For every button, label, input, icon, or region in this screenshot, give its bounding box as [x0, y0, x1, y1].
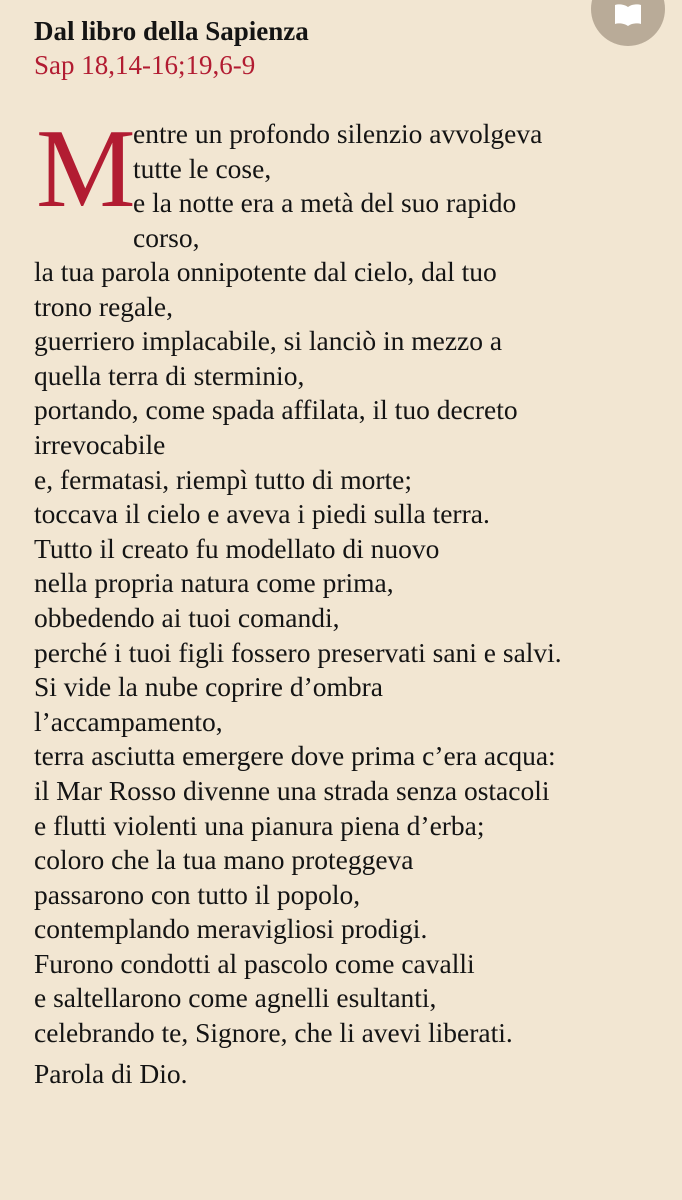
text-line: trono regale,: [34, 290, 173, 322]
text-line: guerriero implacabile, si lanciò in mezzo a: [34, 325, 503, 357]
drop-cap: M: [36, 107, 136, 231]
text-line: quella terra di sterminio,: [34, 359, 305, 391]
reading-page: [34, 14, 654, 1089]
text-line: terra asciutta emergere dove prima c’era acqua:: [34, 740, 556, 772]
reading-title: Dal libro della Sapienza: [34, 16, 309, 46]
text-line: il Mar Rosso divenne una strada senza ostacoli: [34, 774, 550, 806]
text-line: celebrando te, Signore, che li avevi liberati.: [34, 1017, 513, 1049]
text-line: Tutto il creato fu modellato di nuovo: [34, 532, 440, 564]
text-line: l’accampamento,: [34, 705, 223, 737]
text-line: portando, come spada affilata, il tuo decreto: [34, 394, 518, 426]
dropcap-lines: [133, 117, 653, 255]
body-lines: [34, 255, 654, 1051]
dropcap-block: [34, 107, 654, 255]
text-line: nella propria natura come prima,: [34, 567, 394, 599]
text-line: e, fermatasi, riempì tutto di morte;: [34, 463, 413, 495]
text-line: la tua parola onnipotente dal cielo, dal tuo: [34, 256, 497, 287]
text-line: coloro che la tua mano proteggeva: [34, 844, 414, 876]
text-line: passarono con tutto il popolo,: [34, 878, 361, 910]
text-line: Si vide la nube coprire d’ombra: [34, 671, 383, 703]
text-line: e la notte era a metà del suo rapido: [133, 187, 517, 219]
text-line: perché i tuoi figli fossero preservati sani e salvi.: [34, 636, 562, 668]
text-line: e saltellarono come agnelli esultanti,: [34, 982, 437, 1014]
text-line: Furono condotti al pascolo come cavalli: [34, 947, 475, 979]
text-line: tutte le cose,: [133, 152, 272, 184]
text-line: toccava il cielo e aveva i piedi sulla terra.: [34, 498, 490, 530]
text-line: entre un profondo silenzio avvolgeva: [133, 118, 543, 149]
closing-acclamation: Parola di Dio.: [34, 1058, 188, 1089]
text-line: corso,: [133, 221, 200, 253]
reading-text: [34, 107, 654, 1051]
text-line: e flutti violenti una pianura piena d’erba;: [34, 809, 485, 841]
text-line: contemplando meravigliosi prodigi.: [34, 913, 428, 945]
reading-reference: Sap 18,14-16;19,6-9: [34, 50, 256, 80]
text-line: obbedendo ai tuoi comandi,: [34, 601, 340, 633]
text-line: irrevocabile: [34, 428, 166, 460]
